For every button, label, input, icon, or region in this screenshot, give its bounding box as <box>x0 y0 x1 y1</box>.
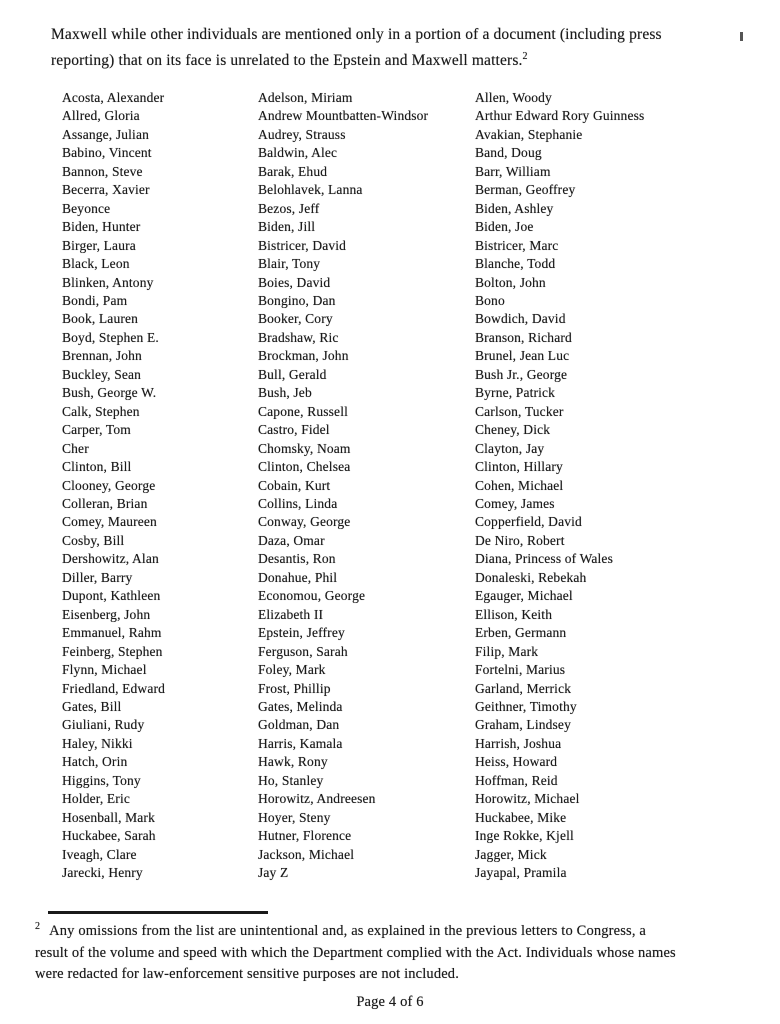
list-item: Biden, Jill <box>258 219 316 235</box>
list-item: Bush, Jeb <box>258 385 312 401</box>
list-item: Bannon, Steve <box>62 163 143 179</box>
list-item: Allen, Woody <box>475 90 552 105</box>
list-item: Economou, George <box>258 588 366 604</box>
list-item: Filip, Mark <box>475 643 539 659</box>
list-item: Donahue, Phil <box>258 569 338 585</box>
list-item: Egauger, Michael <box>475 588 573 604</box>
list-item: Jagger, Mick <box>475 846 547 862</box>
list-item: Ellison, Keith <box>475 606 553 622</box>
list-item: Babino, Vincent <box>62 145 152 161</box>
list-item: Avakian, Stephanie <box>475 126 583 142</box>
list-item: Conway, George <box>258 514 351 530</box>
list-item: Harris, Kamala <box>258 735 343 751</box>
list-item: Brockman, John <box>258 348 349 364</box>
list-item: Baldwin, Alec <box>258 145 338 161</box>
list-item: Branson, Richard <box>475 329 572 345</box>
list-item: Huckabee, Sarah <box>62 828 156 844</box>
list-item: Clinton, Hillary <box>475 459 563 475</box>
list-item: Hosenball, Mark <box>62 809 155 825</box>
intro-line-1: Maxwell while other individuals are mentioned only in a portion of a document (including press <box>51 26 662 43</box>
name-column-2 <box>258 89 475 882</box>
list-item: Barak, Ehud <box>258 163 328 179</box>
list-item: Bush Jr., George <box>475 366 568 382</box>
list-item: Assange, Julian <box>62 126 149 142</box>
footnote-line-1: $^2$ Any omissions from the list are unintentional and, as explained in the previous letters to Congress, a <box>35 921 646 939</box>
list-item: Gates, Bill <box>62 698 122 714</box>
list-item: Jarecki, Henry <box>62 865 143 881</box>
list-item: Becerra, Xavier <box>62 182 150 198</box>
list-item: Brunel, Jean Luc <box>475 348 570 364</box>
list-item: Byrne, Patrick <box>475 385 556 401</box>
list-item: Castro, Fidel <box>258 422 330 438</box>
list-item: Fortelni, Marius <box>475 662 566 678</box>
list-item: Barr, William <box>475 163 551 179</box>
intro-line-2: reporting) that on its face is unrelated to the Epstein and Maxwell matters.$^2$ <box>51 50 528 69</box>
list-item: Clooney, George <box>62 477 156 493</box>
list-item: Huckabee, Mike <box>475 809 567 825</box>
list-item: Horowitz, Michael <box>475 791 580 807</box>
list-item: Cobain, Kurt <box>258 477 331 493</box>
footnote-marker: 2 <box>35 921 41 933</box>
list-item: Epstein, Jeffrey <box>258 625 345 641</box>
footnote <box>35 921 751 986</box>
footnote-reference: 2 <box>522 50 528 62</box>
list-item: Elizabeth II <box>258 606 324 622</box>
list-item: Geithner, Timothy <box>475 698 577 714</box>
list-item: Higgins, Tony <box>62 772 141 788</box>
list-item: Friedland, Edward <box>62 680 166 696</box>
list-item: Blair, Tony <box>258 256 321 272</box>
list-item: Frost, Phillip <box>258 680 331 696</box>
list-item: Horowitz, Andreesen <box>258 791 376 807</box>
list-item: Black, Leon <box>62 256 130 272</box>
list-item: Cher <box>62 440 89 456</box>
list-item: Capone, Russell <box>258 403 348 419</box>
list-item: Feinberg, Stephen <box>62 643 163 659</box>
list-item: Carlson, Tucker <box>475 403 564 419</box>
list-item: Cosby, Bill <box>62 532 125 548</box>
list-item: Cheney, Dick <box>475 422 551 438</box>
list-item: Biden, Joe <box>475 219 534 235</box>
list-item: Adelson, Miriam <box>258 90 353 105</box>
list-item: Bono <box>475 292 505 308</box>
list-item: Boies, David <box>258 274 331 290</box>
list-item: Holder, Eric <box>62 791 130 807</box>
list-item: Birger, Laura <box>62 237 136 253</box>
list-item: Hoffman, Reid <box>475 772 558 788</box>
list-item: Collins, Linda <box>258 495 338 511</box>
list-item: Booker, Cory <box>258 311 333 327</box>
list-item: Hawk, Rony <box>258 754 328 770</box>
list-item: Dershowitz, Alan <box>62 551 159 567</box>
list-item: Inge Rokke, Kjell <box>475 828 574 844</box>
list-item: Copperfield, David <box>475 514 582 530</box>
list-item: Chomsky, Noam <box>258 440 351 456</box>
list-item: Diana, Princess of Wales <box>475 551 613 567</box>
list-item: Bradshaw, Ric <box>258 329 339 345</box>
list-item: Hatch, Orin <box>62 754 128 770</box>
list-item: Jackson, Michael <box>258 846 355 862</box>
list-item: Donaleski, Rebekah <box>475 569 587 585</box>
list-item: Audrey, Strauss <box>258 126 346 142</box>
list-item: Buckley, Sean <box>62 366 142 382</box>
list-item: Clinton, Chelsea <box>258 459 351 475</box>
list-item: Gates, Melinda <box>258 698 343 714</box>
list-item: Band, Doug <box>475 145 542 161</box>
list-item: Comey, Maureen <box>62 514 157 530</box>
list-item: Hutner, Florence <box>258 828 352 844</box>
footnote-divider <box>48 911 268 914</box>
list-item: Boyd, Stephen E. <box>62 329 159 345</box>
list-item: Allred, Gloria <box>62 108 140 124</box>
intro-paragraph <box>51 22 751 74</box>
list-item: Bull, Gerald <box>258 366 327 382</box>
list-item: Jayapal, Pramila <box>475 865 567 881</box>
name-column-3 <box>475 89 765 882</box>
list-item: Eisenberg, John <box>62 606 151 622</box>
list-item: Bongino, Dan <box>258 292 336 308</box>
list-item: Daza, Omar <box>258 532 325 548</box>
list-item: Garland, Merrick <box>475 680 572 696</box>
list-item: Dupont, Kathleen <box>62 588 161 604</box>
list-item: Flynn, Michael <box>62 662 147 678</box>
list-item: Blanche, Todd <box>475 256 556 272</box>
list-item: Diller, Barry <box>62 569 133 585</box>
name-list <box>62 89 765 882</box>
list-item: Iveagh, Clare <box>62 846 137 862</box>
list-item: Heiss, Howard <box>475 754 558 770</box>
list-item: Foley, Mark <box>258 662 326 678</box>
list-item: Bistricer, David <box>258 237 347 253</box>
list-item: Arthur Edward Rory Guinness <box>475 108 645 124</box>
list-item: Blinken, Antony <box>62 274 154 290</box>
list-item: Giuliani, Rudy <box>62 717 145 733</box>
list-item: Desantis, Ron <box>258 551 336 567</box>
list-item: Berman, Geoffrey <box>475 182 576 198</box>
list-item: Bondi, Pam <box>62 292 128 308</box>
footnote-line-2: result of the volume and speed with which the Department complied with the Act. Individuals whose names <box>35 944 676 961</box>
list-item: Beyonce <box>62 200 111 216</box>
list-item: Haley, Nikki <box>62 735 133 751</box>
list-item: Graham, Lindsey <box>475 717 571 733</box>
list-item: Clayton, Jay <box>475 440 545 456</box>
list-item: Biden, Hunter <box>62 219 141 235</box>
list-item: Biden, Ashley <box>475 200 554 216</box>
list-item: Clinton, Bill <box>62 459 132 475</box>
list-item: Cohen, Michael <box>475 477 564 493</box>
list-item: De Niro, Robert <box>475 532 565 548</box>
list-item: Comey, James <box>475 495 555 511</box>
list-item: Goldman, Dan <box>258 717 340 733</box>
name-column-1 <box>62 89 258 882</box>
list-item: Belohlavek, Lanna <box>258 182 363 198</box>
list-item: Jay Z <box>258 865 289 881</box>
list-item: Bush, George W. <box>62 385 157 401</box>
list-item: Emmanuel, Rahm <box>62 625 162 641</box>
list-item: Calk, Stephen <box>62 403 140 419</box>
list-item: Carper, Tom <box>62 422 131 438</box>
list-item: Bezos, Jeff <box>258 200 320 216</box>
list-item: Ho, Stanley <box>258 772 324 788</box>
list-item: Bolton, John <box>475 274 546 290</box>
list-item: Acosta, Alexander <box>62 90 165 105</box>
list-item: Book, Lauren <box>62 311 139 327</box>
list-item: Harrish, Joshua <box>475 735 562 751</box>
footnote-line-3: were redacted for law-enforcement sensitive purposes are not included. <box>35 966 459 982</box>
list-item: Andrew Mountbatten-Windsor <box>258 108 429 124</box>
list-item: Bowdich, David <box>475 311 566 327</box>
page-number: Page 4 of 6 <box>356 994 424 1010</box>
list-item: Ferguson, Sarah <box>258 643 348 659</box>
list-item: Colleran, Brian <box>62 495 148 511</box>
list-item: Bistricer, Marc <box>475 237 559 253</box>
list-item: Erben, Germann <box>475 625 567 641</box>
list-item: Hoyer, Steny <box>258 809 331 825</box>
list-item: Brennan, John <box>62 348 142 364</box>
